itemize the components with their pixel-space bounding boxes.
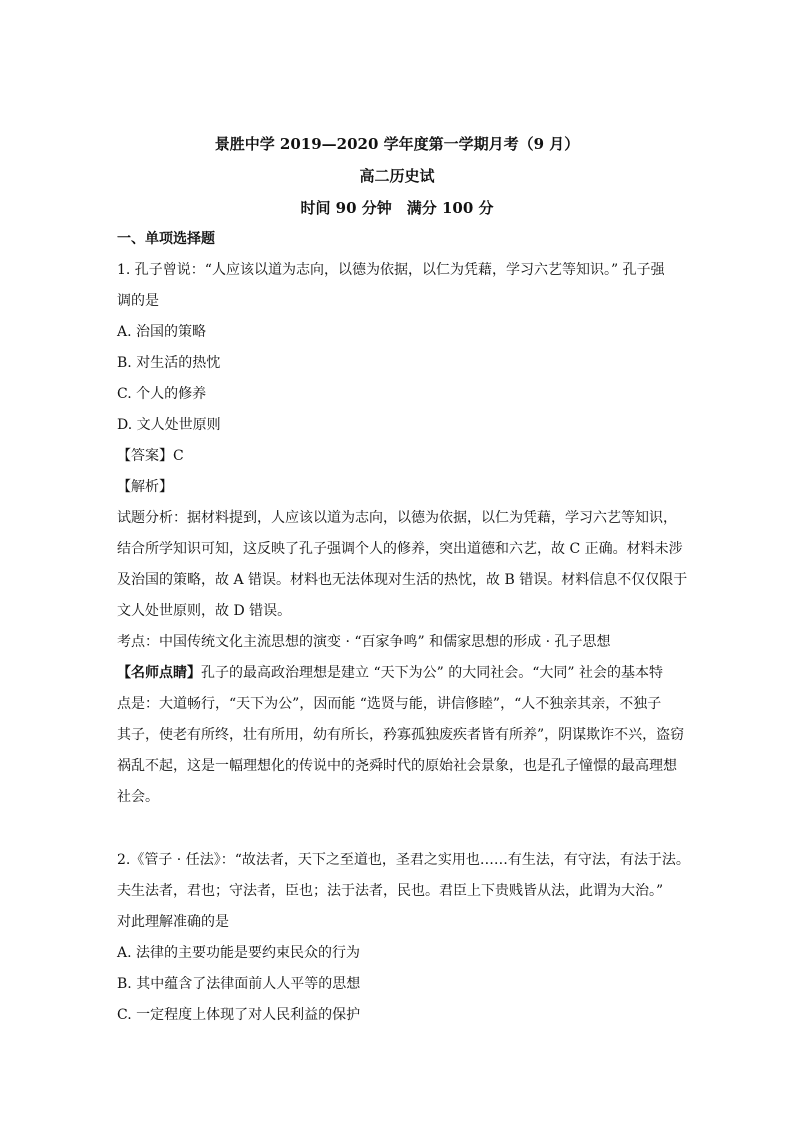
q1-tip-line1: [117, 663, 663, 683]
q1-answer: 【答案】C: [117, 448, 184, 464]
q1-analysis-line2: 结合所学知识可知，这反映了孔子强调个人的修养，突出道德和六艺，故 C 正确。材料未涉: [117, 541, 683, 557]
q1-option-a: A. 治国的策略: [117, 324, 207, 340]
q2-stem-line2: 夫生法者，君也；守法者，臣也；法于法者，民也。君臣上下贵贱皆从法，此谓为大治。”: [117, 883, 664, 899]
q2-stem-line3: 对此理解准确的是: [117, 914, 229, 930]
exam-title: 景胜中学 2019—2020 学年度第一学期月考（9 月）: [214, 135, 580, 153]
q1-stem-line1: 1. 孔子曾说：“人应该以道为志向，以德为依据，以仁为凭藉，学习六艺等知识。” 孔子强: [117, 262, 665, 278]
q2-option-b: B. 其中蕴含了法律面前人人平等的思想: [117, 976, 361, 992]
q1-tip-line4: 祸乱不起，这是一幅理想化的传说中的尧舜时代的原始社会景象，也是孔子憧憬的最高理想: [117, 758, 677, 774]
exam-subtitle: 高二历史试: [359, 167, 435, 185]
q2-option-a: A. 法律的主要功能是要约束民众的行为: [117, 945, 361, 961]
q1-kaodian: 考点：中国传统文化主流思想的演变 · “百家争鸣” 和儒家思想的形成 · 孔子思想: [117, 634, 611, 650]
q2-stem-line1: 2.《管子 · 任法》：“故法者，天下之至道也，圣君之实用也……有生法，有守法，有法于法。: [117, 852, 690, 868]
q1-tip-label: 【名师点睛】: [117, 665, 201, 681]
q1-tip-line3: 其子，使老有所终，壮有所用，幼有所长，矜寡孤独废疾者皆有所养”，阴谋欺诈不兴，盗窃: [117, 727, 685, 743]
q1-tip-line2: 点是：大道畅行，“天下为公”，因而能 “选贤与能，讲信修睦”，“人不独亲其亲，不独子: [117, 696, 662, 712]
q1-option-c: C. 个人的修养: [117, 386, 207, 402]
q1-tip-line5: 社会。: [117, 789, 159, 805]
q1-tip-text1: 孔子的最高政治理想是建立 “天下为公” 的大同社会。“大同” 社会的基本特: [201, 665, 663, 681]
q1-analysis-line4: 文人处世原则，故 D 错误。: [117, 603, 292, 619]
q1-analysis-label: 【解析】: [117, 479, 173, 495]
q1-analysis-line3: 及治国的策略，故 A 错误。材料也无法体现对生活的热忱，故 B 错误。材料信息不仅仅限于: [117, 572, 688, 588]
q1-option-d: D. 文人处世原则: [117, 417, 221, 433]
exam-time: 时间 90 分钟 满分 100 分: [300, 199, 494, 217]
q2-option-c: C. 一定程度上体现了对人民利益的保护: [117, 1007, 361, 1023]
section-heading: 一、单项选择题: [117, 231, 215, 247]
q1-analysis-line1: 试题分析：据材料提到，人应该以道为志向，以德为依据，以仁为凭藉，学习六艺等知识，: [117, 510, 677, 526]
q1-option-b: B. 对生活的热忱: [117, 355, 221, 371]
q1-stem-line2: 调的是: [117, 293, 159, 309]
